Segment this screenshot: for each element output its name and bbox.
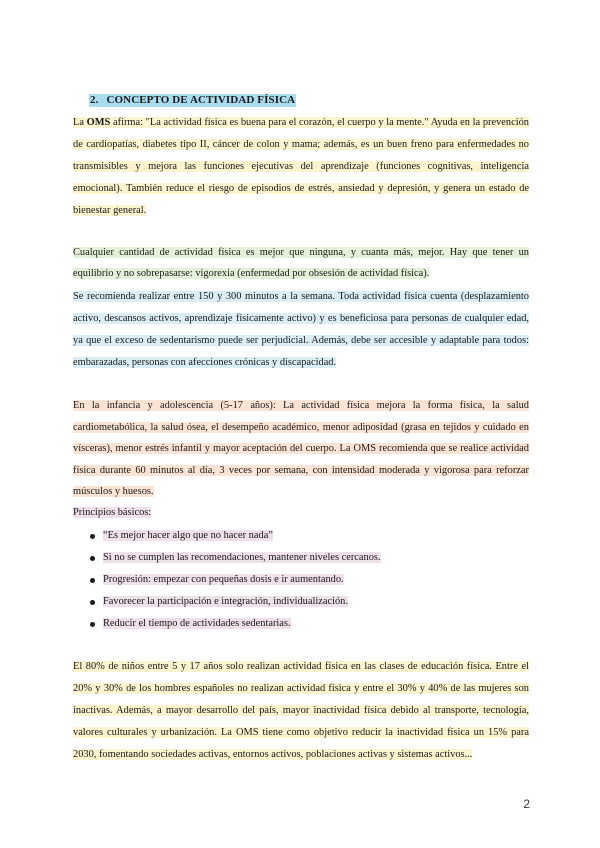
section-title: CONCEPTO DE ACTIVIDAD FÍSICA xyxy=(106,94,296,106)
list-item-text: Favorecer la participación e integración, individualización. xyxy=(103,596,348,607)
list-item xyxy=(73,613,381,635)
page-number: 2 xyxy=(523,797,530,811)
section-number: 2. xyxy=(90,94,99,106)
paragraph6-text: El 80% de niños entre 5 y 17 años solo realizan actividad física en las clases de educación física. Entre el 20% y 30% de los hombres españoles no realizan actividad física y entre el 30% y 40% de las mujeres son inactivas. Además, a mayor desarrollo del país, mayor inactividad física debido al transporte, tecnología, valores culturales y urbanización. La OMS tiene como objetivo reducir la inactividad física un 15% para 2030, fomentando sociedades activas, entornos activos, poblaciones activas y sistemas activos... xyxy=(73,661,529,760)
paragraph-childhood xyxy=(73,395,529,503)
list-item-text: Reducir el tiempo de actividades sedentarias. xyxy=(103,618,291,629)
paragraph-quantity xyxy=(73,242,529,284)
list-item xyxy=(73,547,381,569)
paragraph-recommendation xyxy=(73,286,529,374)
paragraph1-prefix: La xyxy=(73,117,87,128)
paragraph3-text: Se recomienda realizar entre 150 y 300 minutos a la semana. Toda actividad física cuenta (desplazamiento activo, descansos activos, aprendizaje físicamente activo) y es beneficiosa para personas de cualquier edad, ya que el exceso de sedentarismo puede ser perjudicial. Además, debe ser accesible y adaptable para todos: embarazadas, personas con afecciones crónicas y discapacidad. xyxy=(73,291,529,368)
list-item-text: “Es mejor hacer algo que no hacer nada” xyxy=(103,530,273,541)
bullet-icon xyxy=(90,556,95,561)
paragraph-statistics xyxy=(73,656,529,766)
list-item-text: Progresión: empezar con pequeñas dosis e ir aumentando. xyxy=(103,574,344,585)
bullet-icon xyxy=(90,578,95,583)
bullet-icon xyxy=(90,534,95,539)
oms-bold: OMS xyxy=(86,117,111,128)
list-item-text: Si no se cumplen las recomendaciones, mantener niveles cercanos. xyxy=(103,552,381,563)
list-item xyxy=(73,525,381,547)
paragraph4-text: En la infancia y adolescencia (5-17 años): La actividad física mejora la forma física, la salud cardiometabólica, la salud ósea, el desempeño académico, menor adiposidad (grasa en tejidos y cuidado en vísceras), menor estrés infantil y mayor aceptación del cuerpo. La OMS recomienda que se realice actividad física durante 60 minutos al día, 3 veces por semana, con intensidad moderada y vigorosa para reforzar músculos y huesos. xyxy=(73,400,529,497)
section-heading xyxy=(89,94,296,107)
paragraph-oms-definition xyxy=(73,112,529,222)
paragraph2-text: Cualquier cantidad de actividad física es mejor que ninguna, y cuanta más, mejor. Hay que tener un equilibrio y no sobrepasarse: vigorexia (enfermedad por obsesión de actividad física). xyxy=(73,247,529,279)
list-item xyxy=(73,569,381,591)
list-item xyxy=(73,591,381,613)
bullet-icon xyxy=(90,622,95,627)
paragraph1-text: afirma: "La actividad física es buena para el corazón, el cuerpo y la mente." Ayuda en la prevención de cardiopatías, diabetes tipo II, cáncer de colon y mama; además, es un buen freno para enfermedades no transmisibles y mejora las funciones ejecutivas del aprendizaje (funciones cognitivas, inteligencia emocional). También reduce el riesgo de episodios de estrés, ansiedad y depresión, y genera un estado de bienestar general. xyxy=(73,117,529,216)
bullet-icon xyxy=(90,600,95,605)
principles-list xyxy=(73,525,381,635)
principles-title xyxy=(73,502,529,524)
principles-title-text: Principios básicos: xyxy=(73,507,152,518)
